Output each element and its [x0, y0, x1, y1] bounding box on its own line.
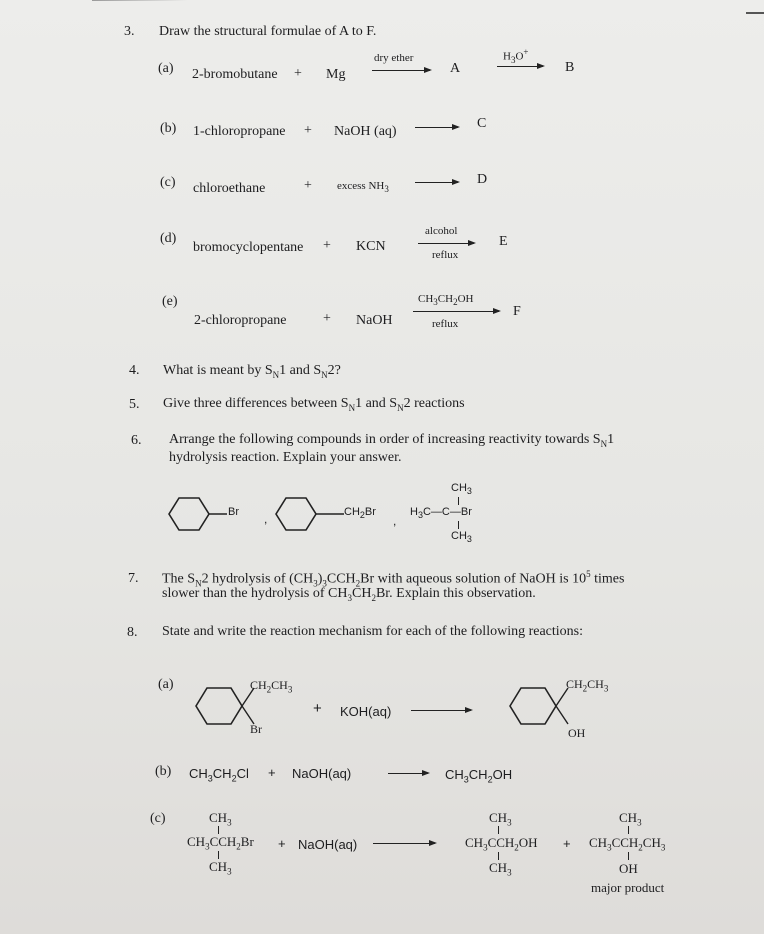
q8c-reagent: NaOH(aq) [298, 837, 358, 852]
q3d-reactant1: bromocyclopentane [193, 240, 304, 255]
q3a-product-b: B [565, 60, 575, 75]
q3a-arrow2 [497, 66, 543, 67]
q8c-product2-bond-top [628, 826, 629, 834]
q3a-reactant2: Mg [326, 67, 346, 82]
q8a-oh-label: OH [568, 726, 586, 740]
margin-mark [746, 12, 764, 14]
q3a-plus: + [294, 66, 302, 81]
q8a-label: (a) [158, 677, 174, 692]
q8-number: 8. [127, 625, 138, 640]
q6-number: 6. [131, 433, 142, 448]
q3-prompt: Draw the structural formulae of A to F. [159, 24, 377, 39]
bromocyclohexane-br-label: Br [228, 506, 239, 518]
q3a-product-a: A [450, 61, 461, 76]
q8b-product: $CH_3CH_2OH$ [445, 767, 513, 785]
q3b-product: C [477, 116, 487, 131]
q8c-reactant-bond-bottom [218, 851, 219, 859]
q3c-product: D [477, 172, 488, 187]
separator-comma-1: , [264, 512, 268, 526]
q8b-label: (b) [155, 764, 172, 779]
q8a-arrow [411, 710, 471, 711]
q8c-label: (c) [150, 811, 166, 826]
q3a-condition: dry ether [374, 52, 414, 64]
q3d-condition-bottom: reflux [432, 249, 459, 261]
cyclohexane-ring-2 [276, 498, 316, 530]
q3a-label: (a) [158, 61, 174, 76]
q4-text: What is meant by $S_N1$ and $S_N2$? [163, 363, 341, 380]
tbutyl-bond-bottom [458, 521, 459, 529]
q3e-condition-bottom: reflux [432, 318, 459, 330]
q6-line1: Arrange the following compounds in order of increasing reactivity towards $S_N1$ [169, 432, 615, 449]
q3-number: 3. [124, 24, 135, 39]
bromocyclohexane-structure [165, 494, 268, 534]
q8c-reactant-mid: $CH_3CCH_2Br$ [187, 834, 254, 852]
q3d-reactant2: KCN [356, 239, 386, 254]
q8c-product1-mid: $CH_3CCH_2OH$ [465, 835, 538, 853]
q3b-plus: + [304, 123, 312, 138]
q3e-label: (e) [162, 294, 178, 309]
q3e-arrow [413, 311, 499, 312]
q5-text: Give three differences between $S_N1$ and $S_N2$ reactions [163, 396, 465, 413]
tbutyl-top-ch3: $CH_3$ [451, 482, 472, 497]
q3c-label: (c) [160, 175, 176, 190]
q3a-arrow [372, 70, 430, 71]
page-edge-line [92, 0, 692, 1]
q3e-reactant2: NaOH [356, 313, 393, 328]
tbutyl-bond-top [458, 497, 459, 505]
q3b-reactant1: 1-chloropropane [193, 124, 286, 139]
q8b-plus: + [268, 765, 276, 780]
q3c-plus: + [304, 178, 312, 193]
cyclohexane-ring-3 [196, 688, 242, 724]
q3c-reactant1: chloroethane [193, 181, 266, 196]
q7-number: 7. [128, 571, 139, 586]
q3d-plus: + [323, 238, 331, 253]
q8b-reagent: NaOH(aq) [292, 766, 352, 781]
q8c-product1-top: $CH_3$ [489, 810, 512, 828]
q3e-condition-top: $CH_3CH_2OH$ [418, 293, 474, 308]
q8c-product2-mid: $CH_3CCH_2CH_3$ [589, 835, 666, 853]
q8c-product2-bottom: OH [619, 861, 638, 876]
q8c-reactant-bond-top [218, 826, 219, 834]
q8c-arrow [373, 843, 435, 844]
q8c-plus: + [278, 836, 286, 851]
q8a-reagent: KOH(aq) [340, 704, 392, 719]
q3e-plus: + [323, 311, 331, 326]
q8c-product2-bond-bottom [628, 852, 629, 860]
q8a-br-label: Br [250, 722, 262, 736]
q8c-product1-bond-bottom [498, 852, 499, 860]
q3e-reactant1: 2-chloropropane [194, 313, 287, 328]
q3d-arrow [418, 243, 474, 244]
q8a-ethyl-label: $CH_2CH_3$ [250, 678, 293, 695]
q8a-plus: + [313, 700, 322, 717]
q8c-product1-bottom: $CH_3$ [489, 860, 512, 878]
q8b-arrow [388, 773, 428, 774]
q8-prompt: State and write the reaction mechanism for each of the following reactions: [162, 624, 584, 639]
tbutyl-middle: $H_3C—C—Br$ [410, 506, 472, 521]
q8a-product-ethyl-label: $CH_2CH_3$ [566, 677, 609, 694]
q4-number: 4. [129, 363, 140, 378]
q8b-reactant: $CH_3CH_2Cl$ [189, 766, 249, 784]
q8c-plus2: + [563, 836, 571, 851]
q3a-condition2: $H_3O^+$ [503, 47, 529, 65]
q8c-major-product-note: major product [591, 880, 665, 895]
q8c-reactant-top: $CH_3$ [209, 810, 232, 828]
q3c-arrow [415, 182, 458, 183]
q3d-product: E [499, 234, 508, 249]
q8c-product2-top: $CH_3$ [619, 810, 642, 828]
q5-number: 5. [129, 397, 140, 412]
q3b-arrow [415, 127, 458, 128]
tbutyl-bottom-ch3: $CH_3$ [451, 530, 472, 545]
q3a-reactant1: 2-bromobutane [192, 67, 278, 82]
q3d-label: (d) [160, 231, 177, 246]
bond-hydroxyl [556, 706, 568, 724]
q3d-condition-top: alcohol [425, 225, 458, 237]
q3e-product: F [513, 304, 521, 319]
q3c-reactant2: excess $NH_3$ [337, 180, 389, 195]
q7-line2: slower than the hydrolysis of $CH_3CH_2Br$. Explain this observation. [162, 586, 536, 603]
separator-comma-2: , [393, 514, 397, 528]
cyclohexane-ring-1 [169, 498, 209, 530]
q8c-product1-bond-top [498, 826, 499, 834]
q6-line2: hydrolysis reaction. Explain your answer. [169, 450, 402, 465]
bromomethylcyclohexane-label: $CH_2Br$ [344, 506, 376, 521]
q7-line1: The $S_N2$ hydrolysis of $(CH_3)_3CCH_2Br$ with aqueous solution of NaOH is $10^5$ times [162, 569, 625, 589]
cyclohexane-ring-4 [510, 688, 556, 724]
q3b-label: (b) [160, 121, 177, 136]
q8c-reactant-bottom: $CH_3$ [209, 859, 232, 877]
q3b-reactant2: NaOH (aq) [334, 124, 397, 139]
